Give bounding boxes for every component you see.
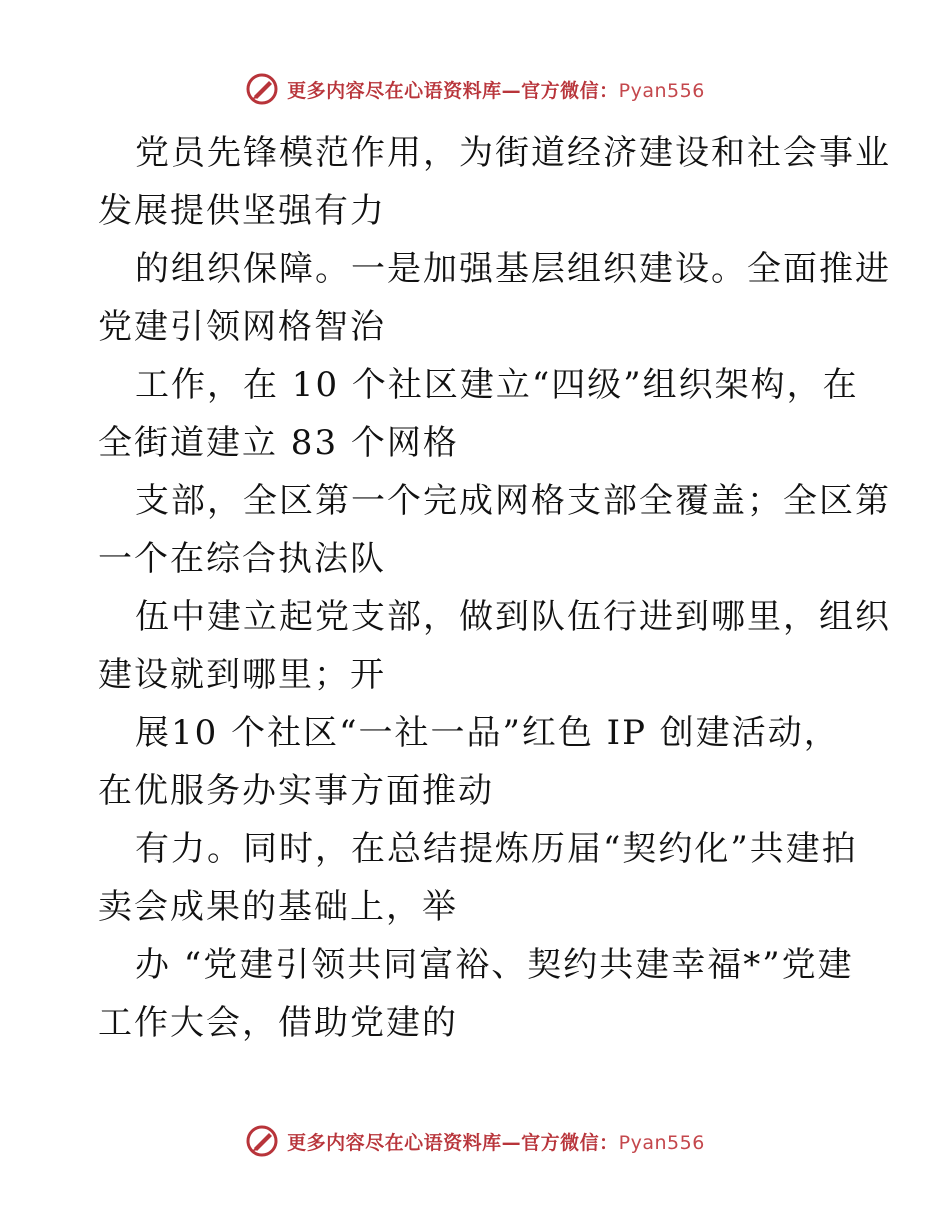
text-line: 工作大会，借助党建的 [98,1003,458,1043]
text-line: 建设就到哪里；开 [98,655,386,695]
text-line: 办 “党建引领共同富裕、契约共建幸福*”党建 [135,945,854,985]
text-line: 发展提供坚强有力 [98,191,386,231]
wechat-id: Pyan556 [618,1131,705,1154]
logo-icon [245,1124,279,1158]
text-line: 一个在综合执法队 [98,539,386,579]
text-line: 支部，全区第一个完成网格支部全覆盖；全区第 [135,481,891,521]
text-line: 党建引领网格智治 [98,307,386,347]
logo-icon [245,72,279,106]
header-watermark [0,72,950,106]
watermark-text: 更多内容尽在心语资料库—官方微信：Pyan556 [287,79,705,102]
text-line: 伍中建立起党支部，做到队伍行进到哪里，组织 [135,597,891,637]
text-line: 党员先锋模范作用，为街道经济建设和社会事业 [135,133,891,173]
text-line: 全街道建立 83 个网格 [98,423,459,463]
document-body [98,124,891,1052]
text-line: 工作，在 10 个社区建立“四级”组织架构，在 [135,365,859,405]
text-line: 有力。同时，在总结提炼历届“契约化”共建拍 [135,829,858,869]
text-line: 展10 个社区“一社一品”红色 IP 创建活动， [135,713,840,753]
text-line: 卖会成果的基础上，举 [98,887,458,927]
wechat-id: Pyan556 [618,79,705,102]
text-line: 在优服务办实事方面推动 [98,771,494,811]
text-line: 的组织保障。一是加强基层组织建设。全面推进 [135,249,891,289]
watermark-text: 更多内容尽在心语资料库—官方微信：Pyan556 [287,1131,705,1154]
footer-watermark [0,1124,950,1158]
